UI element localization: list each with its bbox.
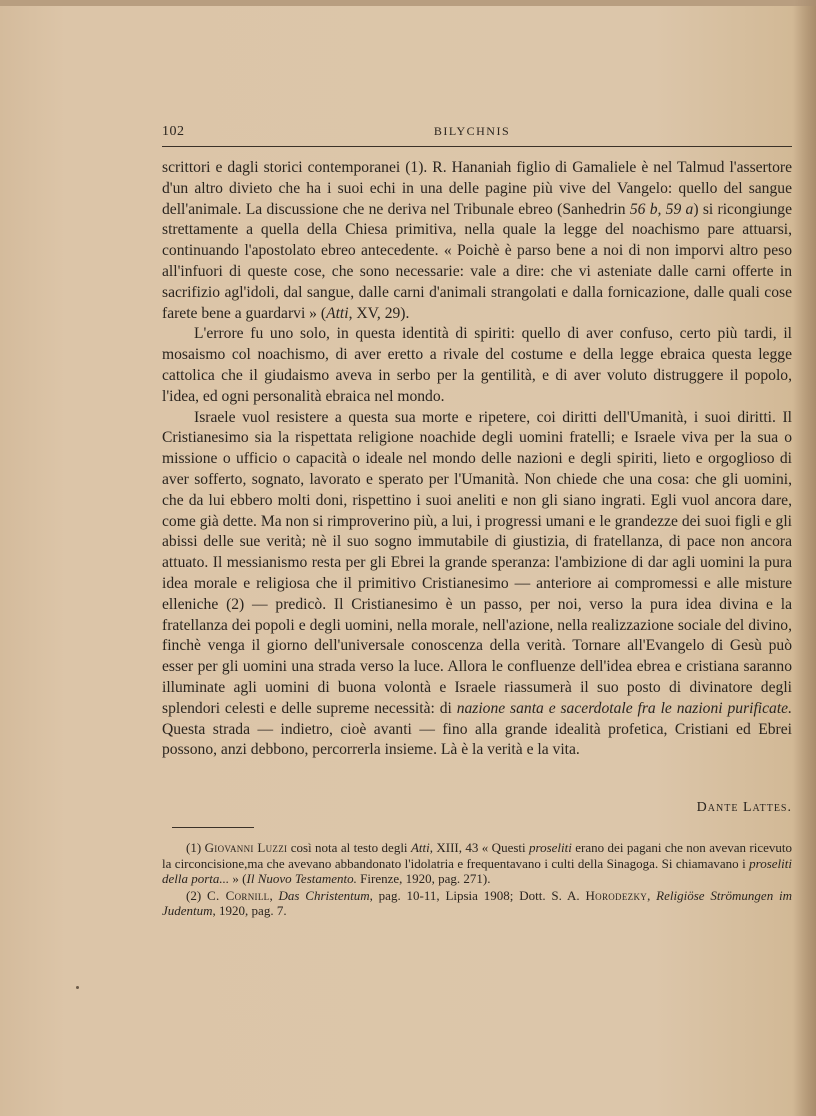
footnote-2: (2) C. Cornill, Das Christentum, pag. 10-11, Lipsia 1908; Dott. S. A. Horodezky, Religiöse Strömungen im Judentum, 1920, pag. 7. xyxy=(162,887,793,919)
running-title: BILYCHNIS xyxy=(433,124,511,138)
footnote-1: (1) Giovanni Luzzi così nota al testo degli Atti, XIII, 43 « Questi proseliti erano dei pagani che non avevan ricevuto la circoncisione,ma che avevano abbandonato l'idolatria e frequentavano i culti della Sinagoga. Si chiamavano i proseliti della porta... » (Il Nuovo Testamento. Firenze, 1920, pag. 271). xyxy=(162,840,792,887)
acts-reference: Atti xyxy=(326,304,349,322)
footnote-rule xyxy=(172,827,254,828)
page-header xyxy=(162,124,792,148)
body-text xyxy=(162,158,792,761)
author-signature: Dante Lattes. xyxy=(696,800,792,815)
page-binding-shadow xyxy=(794,0,816,1116)
page-number: 102 xyxy=(162,124,185,139)
footnotes xyxy=(162,840,792,920)
page-top-edge xyxy=(0,0,816,6)
paragraph-3: Israele vuol resistere a questa sua morte e ripetere, coi diritti dell'Umanità, i suoi diritti. Il Cristianesimo sia la rispettata religione noachide degli uomini fratelli; e Israele viva per la sua o missione o ufficio o capacità o ideale nel mondo delle nazioni e degli spiriti, lieto e orgoglioso di aver sofferto, sognato, lavorato e sperato per l'Umanità. Non chiede che una cosa: che gli uomini, che da lui ebbero molti doni, rispettino i suoi aneliti e non gli siano ingrati. Egli vuol ancora dare, come già dette. Ma non si rimproverino più, a lui, i progressi umani e le grandezze dei suoi figli e gli abissi delle sue verità; nè il suo sogno immutabile di giustizia, di fratellanza, di pace non ancora attuato. Il messianismo resta per gli Ebrei la grande speranza: l'ambizione di dar agli uomini la pura idea morale e religiosa che il primitivo Cristianesimo — anteriore ai compromessi e alle misture elleniche (2) — predicò. Il Cristianesimo è un passo, per noi, verso la pura idea divina e la fratellanza dei popoli e degli uomini, nella morale, nell'azione, nella realizzazione sociale del divino, finchè venga il giorno dell'universale conoscenza della verità. Tornare all'Evangelo di Gesù può esser per gli uomini una strada verso la luce. Allora le confluenze dell'idea ebrea e cristiana saranno illuminate agli uomini di buona volontà e Israele riassumerà il suo posto di divinatore degli splendori celesti e delle supreme necessità: di nazione santa e sacerdotale fra le nazioni purificate. Questa strada — indietro, cioè avanti — fino alla grande idealità profetica, Cristiani ed Ebrei possono, anzi debbono, percorrerla insieme. Là è la verità e la vita. xyxy=(162,408,793,759)
footnote-author: Giovanni Luzzi xyxy=(204,840,288,855)
paragraph-1: scrittori e dagli storici contemporanei (1). R. Hananiah figlio di Gamaliele è nel Talmud l'assertore d'un altro divieto che ha i suoi echi in una delle pagine più vive del Vangelo: quello del sangue dell'animale. La discussione che ne deriva nel Tribunale ebreo (Sanhedrin 56 b, 59 a) si ricongiunge strettamente a quella della Chiesa primitiva, nella quale la legge del noachismo pare attuarsi, continuando l'apostolato ebreo antecedente. « Poichè è parso bene a noi di non imporvi altro peso all'infuori di queste cose, che sono necessarie: vale a dire: che vi asteniate dalle carni offerte in sacrifizio agl'idoli, dal sangue, dalle carni d'animali strangolati e dalla fornicazione, dalle quali cose farete bene a guardarvi » (Atti, XV, 29). xyxy=(162,159,793,322)
paragraph-2: L'errore fu uno solo, in questa identità di spiriti: quello di aver confuso, certo più tardi, il mosaismo col noachismo, di aver eretto a rivale del costume e della legge ebraica questa legge cattolica che il giudaismo aveva in serbo per la gentilità, e di aver voluto distruggere il popolo, l'idea, ed ogni personalità ebraica nel mondo. xyxy=(162,325,792,405)
italic-phrase: nazione santa e sacerdotale fra le nazioni purificate. xyxy=(456,699,793,717)
paper-speck xyxy=(76,986,79,989)
footnote-author: C. Cornill xyxy=(207,887,270,903)
footnote-author: Horodezky xyxy=(585,887,648,903)
header-rule xyxy=(162,146,792,147)
talmud-reference: 56 b, 59 a xyxy=(629,200,694,218)
